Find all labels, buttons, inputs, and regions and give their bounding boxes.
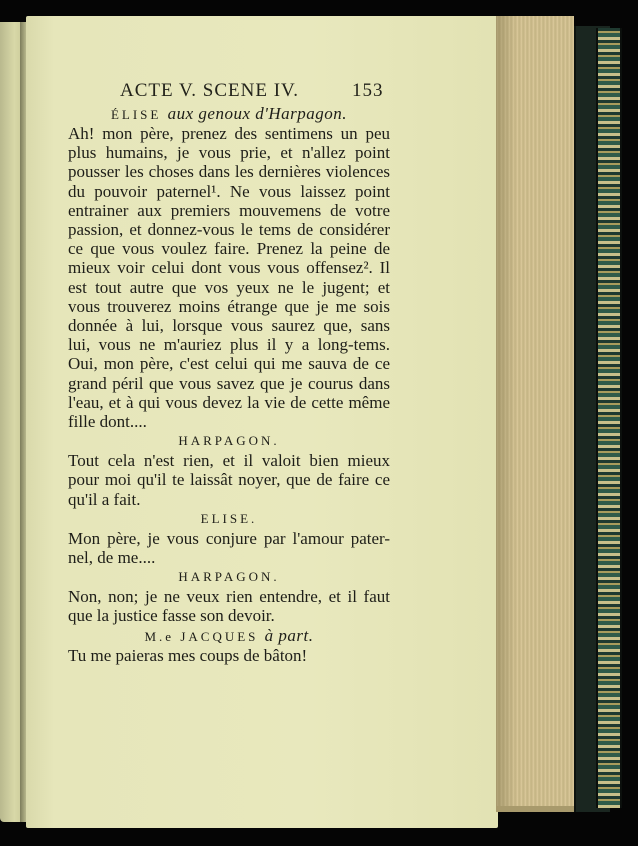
running-header	[68, 74, 390, 104]
text-line: entrainer aux premiers mouvemens de votre	[68, 200, 390, 220]
speaker-name: ELISE.	[200, 510, 258, 526]
text-line: plus humains, je vous prie, et n'allez point	[68, 143, 390, 163]
speech	[68, 124, 390, 431]
text-line: donnée à lui, lorsque vous saurez que, sans	[68, 316, 390, 336]
page-edge-shadow	[496, 16, 516, 806]
speech	[68, 451, 390, 509]
text-line: passion, et donnez-vous le tems de considérer	[68, 220, 390, 240]
decorative-spine-border	[596, 28, 622, 808]
running-title: ACTE V. SCENE IV.	[120, 80, 300, 101]
stage-direction: à part.	[264, 625, 314, 645]
stage-direction: aux genoux d'Harpagon.	[167, 104, 348, 123]
text-line: lui, vous ne m'auriez plus il y a long-tems.	[68, 335, 390, 355]
text-line: Non, non; je ne veux rien entendre, et il faut	[68, 587, 390, 607]
text-line: est tout autre que vos yeux ne le jugent; et	[68, 277, 390, 297]
text-line: nel, de me....	[68, 548, 156, 568]
speaker-name: HARPAGON.	[178, 433, 280, 449]
text-line: Tu me paieras mes coups de bâton!	[68, 645, 308, 665]
speech	[68, 529, 390, 567]
speaker-name: HARPAGON.	[178, 569, 280, 585]
text-line: Mon père, je vous conjure par l'amour pater-	[68, 528, 390, 548]
text-line: ce que vous voulez faire. Prenez la peine de	[68, 239, 390, 259]
speech	[68, 587, 390, 625]
text-line: que la justice fasse son devoir.	[68, 606, 275, 626]
text-line: Ah! mon père, prenez des sentimens un peu	[68, 124, 390, 143]
text-line: Oui, mon père, c'est celui qui me sauva de ce	[68, 354, 390, 374]
text-line: Tout cela n'est rien, et il valoit bien mieux	[68, 451, 390, 471]
speaker-name: M.e JACQUES	[144, 628, 259, 644]
speech	[68, 646, 390, 665]
page-text	[68, 74, 390, 665]
text-line: du pouvoir paternel¹. Ne vous laissez point	[68, 181, 390, 201]
speaker-heading	[68, 431, 390, 451]
text-line: grand péril que vous savez que je courus dans	[68, 373, 390, 393]
text-line: l'eau, et à qui vous devez la vie de cette même	[68, 392, 390, 412]
text-line: qu'il a fait.	[68, 489, 141, 509]
speaker-heading	[68, 626, 390, 646]
speaker-heading	[68, 104, 390, 124]
speaker-heading	[68, 567, 390, 587]
text-line: pour moi qu'il te laissât noyer, que de faire ce	[68, 470, 390, 490]
text-line: fille dont....	[68, 412, 147, 432]
page-number: 153	[352, 80, 384, 101]
text-line: vous trouverez moins étrange que je me sois	[68, 296, 390, 316]
speaker-name: ÉLISE	[110, 107, 162, 122]
text-line: mieux voir celui dont vous vous offensez². Il	[68, 258, 390, 278]
speaker-heading	[68, 509, 390, 529]
text-line: pousser les choses dans les dernières violences	[68, 162, 390, 182]
